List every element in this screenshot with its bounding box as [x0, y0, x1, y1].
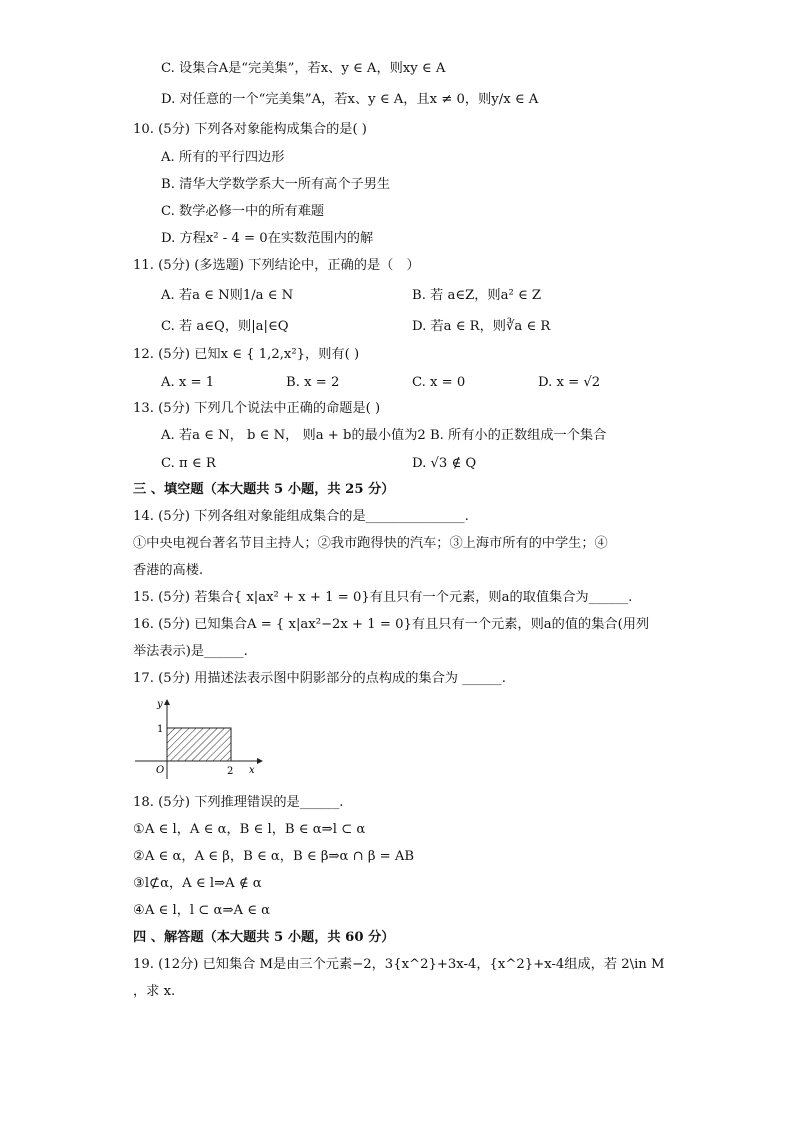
x-axis-label: x [249, 765, 255, 776]
question-14-items: ①中央电视台著名节目主持人；②我市跑得快的汽车；③上海市所有的中学生；④ [133, 536, 608, 551]
option-12c: C. x = 0 [412, 375, 466, 390]
option-10c: C. 数学必修一中的所有难题 [161, 204, 325, 219]
question-13: 13. (5分) 下列几个说法中正确的命题是( ) [133, 401, 381, 416]
y-axis-arrow [164, 699, 170, 705]
question-17: 17. (5分) 用描述法表示图中阴影部分的点构成的集合为 ______. [133, 671, 506, 686]
option-9d: D. 对任意的一个“完美集”A，若x、y ∈ A，且x ≠ 0，则y/x ∈ A [161, 92, 539, 107]
option-12a: A. x = 1 [161, 375, 215, 390]
question-14-items-cont: 香港的高楼. [133, 563, 204, 578]
question-14: 14. (5分) 下列各组对象能组成集合的是_______________. [133, 509, 469, 524]
question-19-cont: ，求 x. [133, 984, 176, 999]
question-19: 19. (12分) 已知集合 M是由三个元素−2，3{x^2}+3x-4，{x^2}+x-4组成，若 2\in M [133, 957, 665, 972]
statement-18-2: ②A ∈ α，A ∈ β，B ∈ α，B ∈ β⇒α ∩ β = AB [133, 849, 415, 864]
shaded-region-figure [135, 697, 265, 779]
option-13c: C. π ∈ R [161, 456, 216, 471]
question-16-cont: 举法表示)是______. [133, 644, 248, 659]
question-15: 15. (5分) 若集合{ x|ax² + x + 1 = 0}有且只有一个元素，则a的取值集合为______. [133, 590, 633, 605]
y-tick-label: 1 [157, 724, 164, 735]
option-10a: A. 所有的平行四边形 [161, 150, 285, 165]
option-10b: B. 清华大学数学系大一所有高个子男生 [161, 177, 391, 192]
y-axis-label: y [157, 699, 163, 710]
option-13d: D. √3 ∉ Q [412, 456, 477, 471]
origin-label: O [156, 765, 165, 776]
question-16: 16. (5分) 已知集合A = { x|ax²−2x + 1 = 0}有且只有一个元素，则a的值的集合(用列 [133, 617, 650, 632]
statement-18-4: ④A ∈ l，l ⊂ α⇒A ∈ α [133, 903, 271, 918]
statement-18-3: ③l⊄α，A ∈ l⇒A ∉ α [133, 876, 262, 891]
section-3-heading: 三 、填空题（本大题共 5 小题，共 25 分） [133, 482, 395, 497]
question-12: 12. (5分) 已知x ∈ { 1,2,x²}，则有( ) [133, 347, 360, 362]
x-tick-label: 2 [227, 766, 234, 777]
statement-18-1: ①A ∈ l，A ∈ α，B ∈ l，B ∈ α⇒l ⊂ α [133, 822, 366, 837]
shaded-rectangle [167, 728, 231, 761]
x-axis-arrow [257, 758, 263, 764]
option-11d: D. 若a ∈ R，则∛a ∈ R [412, 319, 551, 334]
option-12d: D. x = √2 [538, 375, 601, 390]
option-13ab: A. 若a ∈ N， b ∈ N， 则a + b的最小值为2 B. 所有小的正数组成一个集合 [161, 428, 607, 443]
option-10d: D. 方程x² - 4 = 0在实数范围内的解 [161, 231, 374, 246]
question-10: 10. (5分) 下列各对象能构成集合的是( ) [133, 122, 367, 137]
option-11a: A. 若a ∈ N则1/a ∈ N [161, 288, 294, 303]
option-12b: B. x = 2 [286, 375, 340, 390]
option-11b: B. 若 a∈Z，则a² ∈ Z [412, 288, 542, 303]
question-18: 18. (5分) 下列推理错误的是______. [133, 795, 344, 810]
option-9c: C. 设集合A是“完美集”，若x、y ∈ A，则xy ∈ A [161, 61, 446, 76]
option-11c: C. 若 a∈Q，则|a|∈Q [161, 319, 289, 334]
section-4-heading: 四 、解答题（本大题共 5 小题，共 60 分） [133, 930, 395, 945]
question-11: 11. (5分) (多选题) 下列结论中，正确的是（ ） [133, 258, 420, 273]
